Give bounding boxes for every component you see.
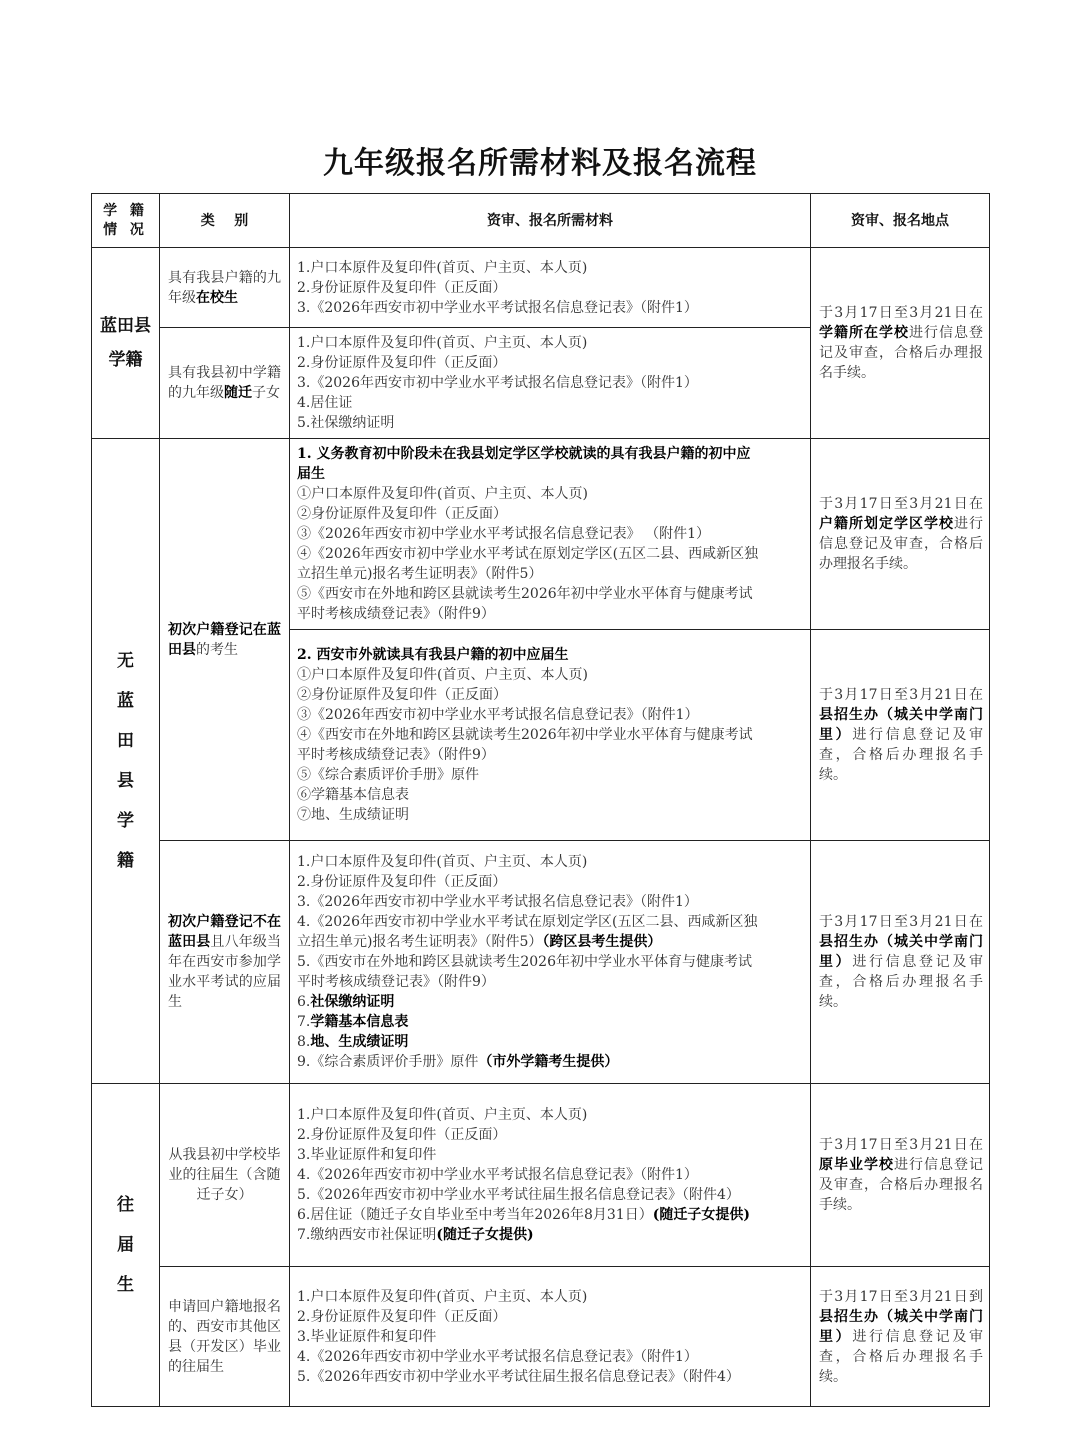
list-item: 4.《2026年西安市初中学业水平考试在原划定学区(五区二县、西咸新区独 (297, 914, 758, 930)
materials-cell: 2. 西安市外就读具有我县户籍的初中应届生 ①户口本原件及复印件(首页、户主页、本人页) ②身份证原件及复印件（正反面） ③《2026年西安市初中学业水平考试报名信息登记表》（附件1） ④《西安市在外地和跨区县就读考生2026年初中学业水平体育与健康考试 平时考核成绩登记表》（附件9） ⑤《综合素质评价手册》原件 ⑥学籍基本信息表 ⑦地、生成绩证明 (290, 630, 811, 841)
list-item: 8.地、生成绩证明 (297, 1034, 409, 1050)
list-item: ④《2026年西安市初中学业水平考试在原划定学区(五区二县、西咸新区独 (297, 546, 759, 562)
header-materials: 资审、报名所需材料 (290, 194, 811, 248)
list-item: 2.身份证原件及复印件（正反面） (297, 279, 507, 296)
category-cell: 具有我县初中学籍的九年级随迁子女 (160, 328, 290, 439)
list-item: 5.《西安市在外地和跨区县就读考生2026年初中学业水平体育与健康考试 (297, 954, 752, 970)
header-category: 类 别 (160, 194, 290, 248)
list-item: 平时考核成绩登记表》（附件9） (297, 606, 495, 622)
list-item: 1.户口本原件及复印件(首页、户主页、本人页) (297, 1107, 588, 1123)
materials-cell (290, 328, 811, 439)
group-lantian: 蓝田县 学籍 (92, 248, 160, 439)
location-cell: 于3月17日至3月21日在县招生办（城关中学南门里）进行信息登记及审查，合格后办理报名手续。 (811, 630, 990, 841)
list-item: 5.《2026年西安市初中学业水平考试往届生报名信息登记表》（附件4） (297, 1187, 740, 1203)
table-row (92, 1084, 990, 1267)
list-item: 平时考核成绩登记表》（附件9） (297, 974, 495, 990)
page-title: 九年级报名所需材料及报名流程 (323, 146, 757, 181)
header-status: 学 籍 情 况 (92, 194, 160, 248)
list-item: 3.《2026年西安市初中学业水平考试报名信息登记表》（附件1） (297, 299, 698, 316)
list-item: 1.户口本原件及复印件(首页、户主页、本人页) (297, 259, 588, 276)
list-item: 4.居住证 (297, 395, 353, 411)
group-none: 无 蓝 田 县 学 籍 (92, 439, 160, 1084)
list-item: 5.社保缴纳证明 (297, 415, 395, 431)
list-item: 6.居住证（随迁子女自毕业至中考当年2026年8月31日）(随迁子女提供) (297, 1207, 750, 1223)
registration-table (91, 193, 990, 1407)
list-item: 立招生单元)报名考生证明表》（附件5） (297, 566, 543, 582)
list-item: 2.身份证原件及复印件（正反面） (297, 1127, 507, 1143)
category-cell: 具有我县户籍的九年级在校生 (160, 248, 290, 328)
list-item: 3.毕业证原件和复印件 (297, 1328, 437, 1345)
list-item: 1.户口本原件及复印件(首页、户主页、本人页) (297, 854, 588, 870)
list-item: 5.《2026年西安市初中学业水平考试往届生报名信息登记表》（附件4） (297, 1368, 740, 1385)
list-item: ⑤《西安市在外地和跨区县就读考生2026年初中学业水平体育与健康考试 (297, 586, 753, 602)
category-cell: 申请回户籍地报名的、西安市其他区县（开发区）毕业的往届生 (160, 1267, 290, 1407)
group-past: 往 届 生 (92, 1084, 160, 1407)
list-item: 3.《2026年西安市初中学业水平考试报名信息登记表》（附件1） (297, 375, 698, 391)
list-item: ④《西安市在外地和跨区县就读考生2026年初中学业水平体育与健康考试 (297, 727, 753, 743)
list-item: 2.身份证原件及复印件（正反面） (297, 1308, 507, 1325)
table-header-row (92, 194, 990, 248)
table-row (92, 439, 990, 630)
list-item: ①户口本原件及复印件(首页、户主页、本人页) (297, 486, 588, 502)
list-item: ②身份证原件及复印件（正反面） (297, 506, 507, 522)
list-item: 3.毕业证原件和复印件 (297, 1147, 437, 1163)
materials-cell (290, 248, 811, 328)
list-item: ②身份证原件及复印件（正反面） (297, 687, 507, 703)
list-item: 4.《2026年西安市初中学业水平考试报名信息登记表》（附件1） (297, 1348, 698, 1365)
category-cell: 从我县初中学校毕业的往届生（含随迁子女） (160, 1084, 290, 1267)
table-row (92, 841, 990, 1084)
header-location: 资审、报名地点 (811, 194, 990, 248)
list-item: 7.学籍基本信息表 (297, 1014, 409, 1030)
list-item: ⑥学籍基本信息表 (297, 787, 409, 803)
location-cell: 于3月17日至3月21日在原毕业学校进行信息登记及审查，合格后办理报名手续。 (811, 1084, 990, 1267)
materials-cell: 1. 义务教育初中阶段未在我县划定学区学校就读的具有我县户籍的初中应 届生 ①户口本原件及复印件(首页、户主页、本人页) ②身份证原件及复印件（正反面） ③《2026年西安市初中学业水平考试报名信息登记表》 （附件1） ④《2026年西安市初中学业水平考试在原划定学区(五区二县、西咸新区独 立招生单元)报名考生证明表》（附件5） ⑤《西安市在外地和跨区县就读考生2026年初中学业水平体育与健康考试 平时考核成绩登记表》（附件9） (290, 439, 811, 630)
list-item: ⑦地、生成绩证明 (297, 807, 409, 823)
category-cell: 初次户籍登记在蓝田县的考生 (160, 439, 290, 841)
list-item: 平时考核成绩登记表》（附件9） (297, 747, 495, 763)
location-cell: 于3月17日至3月21日在学籍所在学校进行信息登记及审查，合格后办理报名手续。 (811, 248, 990, 439)
list-item: 2.身份证原件及复印件（正反面） (297, 355, 507, 371)
materials-cell (290, 1267, 811, 1407)
list-item: ③《2026年西安市初中学业水平考试报名信息登记表》 （附件1） (297, 526, 710, 542)
category-cell: 初次户籍登记不在蓝田县且八年级当年在西安市参加学业水平考试的应届生 (160, 841, 290, 1084)
location-cell: 于3月17日至3月21日到县招生办（城关中学南门里）进行信息登记及审查，合格后办理报名手续。 (811, 1267, 990, 1407)
list-item: 6.社保缴纳证明 (297, 994, 395, 1010)
list-item: 1.户口本原件及复印件(首页、户主页、本人页) (297, 335, 588, 351)
location-cell: 于3月17日至3月21日在县招生办（城关中学南门里）进行信息登记及审查，合格后办理报名手续。 (811, 841, 990, 1084)
list-item: 9.《综合素质评价手册》原件（市外学籍考生提供） (297, 1054, 619, 1070)
list-item: ①户口本原件及复印件(首页、户主页、本人页) (297, 667, 588, 683)
list-item: ⑤《综合素质评价手册》原件 (297, 767, 479, 783)
list-item: 4.《2026年西安市初中学业水平考试报名信息登记表》（附件1） (297, 1167, 698, 1183)
list-item: 立招生单元)报名考生证明表》（附件5）（跨区县考生提供） (297, 934, 662, 950)
materials-cell (290, 1084, 811, 1267)
list-item: 7.缴纳西安市社保证明(随迁子女提供) (297, 1227, 534, 1243)
list-item: 3.《2026年西安市初中学业水平考试报名信息登记表》（附件1） (297, 894, 698, 910)
table-row (92, 1267, 990, 1407)
list-item: 1.户口本原件及复印件(首页、户主页、本人页) (297, 1288, 588, 1305)
list-item: ③《2026年西安市初中学业水平考试报名信息登记表》（附件1） (297, 707, 699, 723)
location-cell: 于3月17日至3月21日在户籍所划定学区学校进行信息登记及审查，合格后办理报名手续。 (811, 439, 990, 630)
materials-cell (290, 841, 811, 1084)
table-row (92, 248, 990, 328)
list-item: 2.身份证原件及复印件（正反面） (297, 874, 507, 890)
